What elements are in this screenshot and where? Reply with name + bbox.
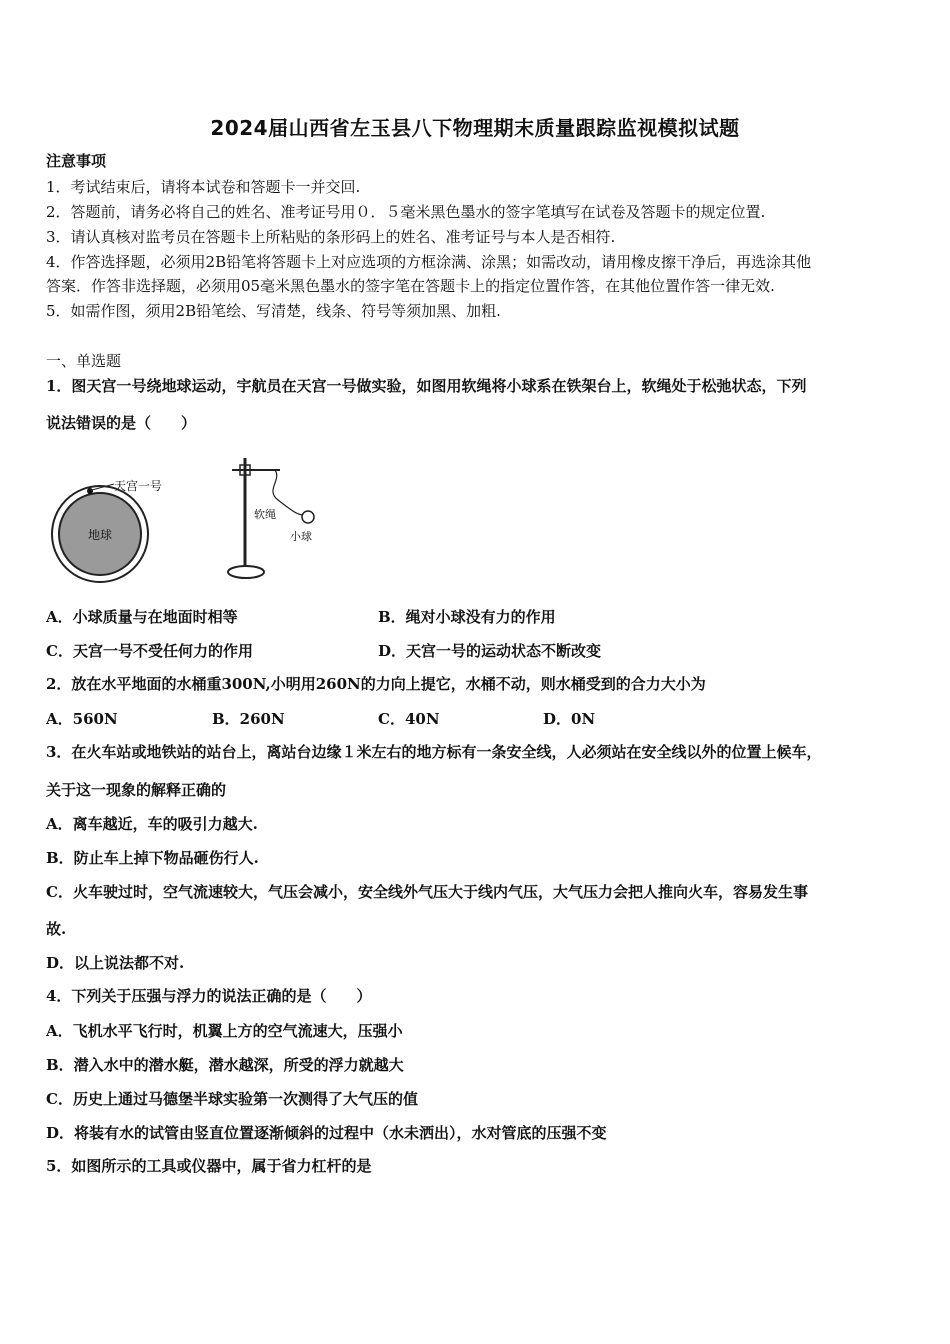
- q1-option-b: B．绳对小球没有力的作用: [378, 608, 556, 626]
- q3-option-c-cont: 故.: [46, 920, 67, 938]
- q2-option-a: A．560N: [46, 710, 118, 728]
- page-title: 2024届山西省左玉县八下物理期末质量跟踪监视模拟试题: [210, 116, 740, 140]
- stand-base: [228, 566, 264, 578]
- question-4-stem: 4．下列关于压强与浮力的说法正确的是（ ）: [46, 987, 372, 1005]
- notice-item: 5．如需作图，须用2B铅笔绘、写清楚，线条、符号等须加黑、加粗.: [46, 302, 501, 320]
- notice-item: 2．答题前，请务必将自己的姓名、准考证号用０．５毫米黑色墨水的签字笔填写在试卷及答题卡的规定位置.: [46, 203, 766, 221]
- notice-item: 3．请认真核对监考员在答题卡上所粘贴的条形码上的姓名、准考证号与本人是否相符.: [46, 228, 616, 246]
- notice-item: 1．考试结束后，请将本试卷和答题卡一并交回.: [46, 178, 361, 196]
- question-2-stem: 2．放在水平地面的水桶重300N,小明用260N的力向上提它，水桶不动，则水桶受到的合力大小为: [46, 675, 706, 693]
- earth-label: 地球: [88, 528, 113, 542]
- question-1-stem-cont: 说法错误的是（ ）: [46, 414, 197, 432]
- notice-item: 答案．作答非选择题，必须用05毫米黑色墨水的签字笔在答题卡上的指定位置作答，在其他位置作答一律无效.: [46, 277, 775, 295]
- q4-option-b: B．潜入水中的潜水艇，潜水越深，所受的浮力就越大: [46, 1056, 404, 1074]
- question-3-stem-cont: 关于这一现象的解释正确的: [46, 781, 227, 799]
- q1-option-c: C．天宫一号不受任何力的作用: [46, 642, 253, 660]
- question-3-stem: 3．在火车站或地铁站的站台上，离站台边缘１米左右的地方标有一条安全线，人必须站在安全线以外的位置上候车，: [46, 743, 822, 761]
- q3-option-a: A．离车越近，车的吸引力越大.: [46, 815, 258, 833]
- q2-option-c: C．40N: [378, 710, 440, 728]
- q2-option-b: B．260N: [212, 710, 285, 728]
- notice-heading: 注意事项: [46, 152, 107, 170]
- q1-option-d: D．天宫一号的运动状态不断改变: [378, 642, 602, 660]
- question-1-figure: [50, 448, 370, 588]
- q1-option-a: A．小球质量与在地面时相等: [46, 608, 238, 626]
- q4-option-c: C．历史上通过马德堡半球实验第一次测得了大气压的值: [46, 1090, 418, 1108]
- station-label: 天宫一号: [114, 479, 163, 493]
- ball: [302, 511, 314, 523]
- q3-option-b: B．防止车上掉下物品砸伤行人.: [46, 849, 259, 867]
- ball-label: 小球: [290, 530, 312, 543]
- section-heading: 一、单选题: [46, 352, 122, 370]
- q3-option-c: C．火车驶过时，空气流速较大，气压会减小，安全线外气压大于线内气压，大气压力会把人推向火车，容易发生事: [46, 883, 808, 901]
- rope: [273, 470, 308, 515]
- rope-label: 软绳: [254, 508, 276, 521]
- q3-option-d: D．以上说法都不对.: [46, 954, 185, 972]
- q4-option-d: D．将装有水的试管由竖直位置逐渐倾斜的过程中（水未洒出），水对管底的压强不变: [46, 1124, 607, 1142]
- q4-option-a: A．飞机水平飞行时，机翼上方的空气流速大，压强小: [46, 1022, 403, 1040]
- station-dot: [87, 488, 93, 494]
- question-1-stem: 1．图天宫一号绕地球运动，宇航员在天宫一号做实验，如图用软绳将小球系在铁架台上，软绳处于松弛状态，下列: [46, 377, 807, 395]
- question-5-stem: 5．如图所示的工具或仪器中，属于省力杠杆的是: [46, 1157, 372, 1175]
- q2-option-d: D．0N: [543, 710, 596, 728]
- notice-item: 4．作答选择题，必须用2B铅笔将答题卡上对应选项的方框涂满、涂黑；如需改动，请用橡皮擦干净后，再选涂其他: [46, 253, 812, 271]
